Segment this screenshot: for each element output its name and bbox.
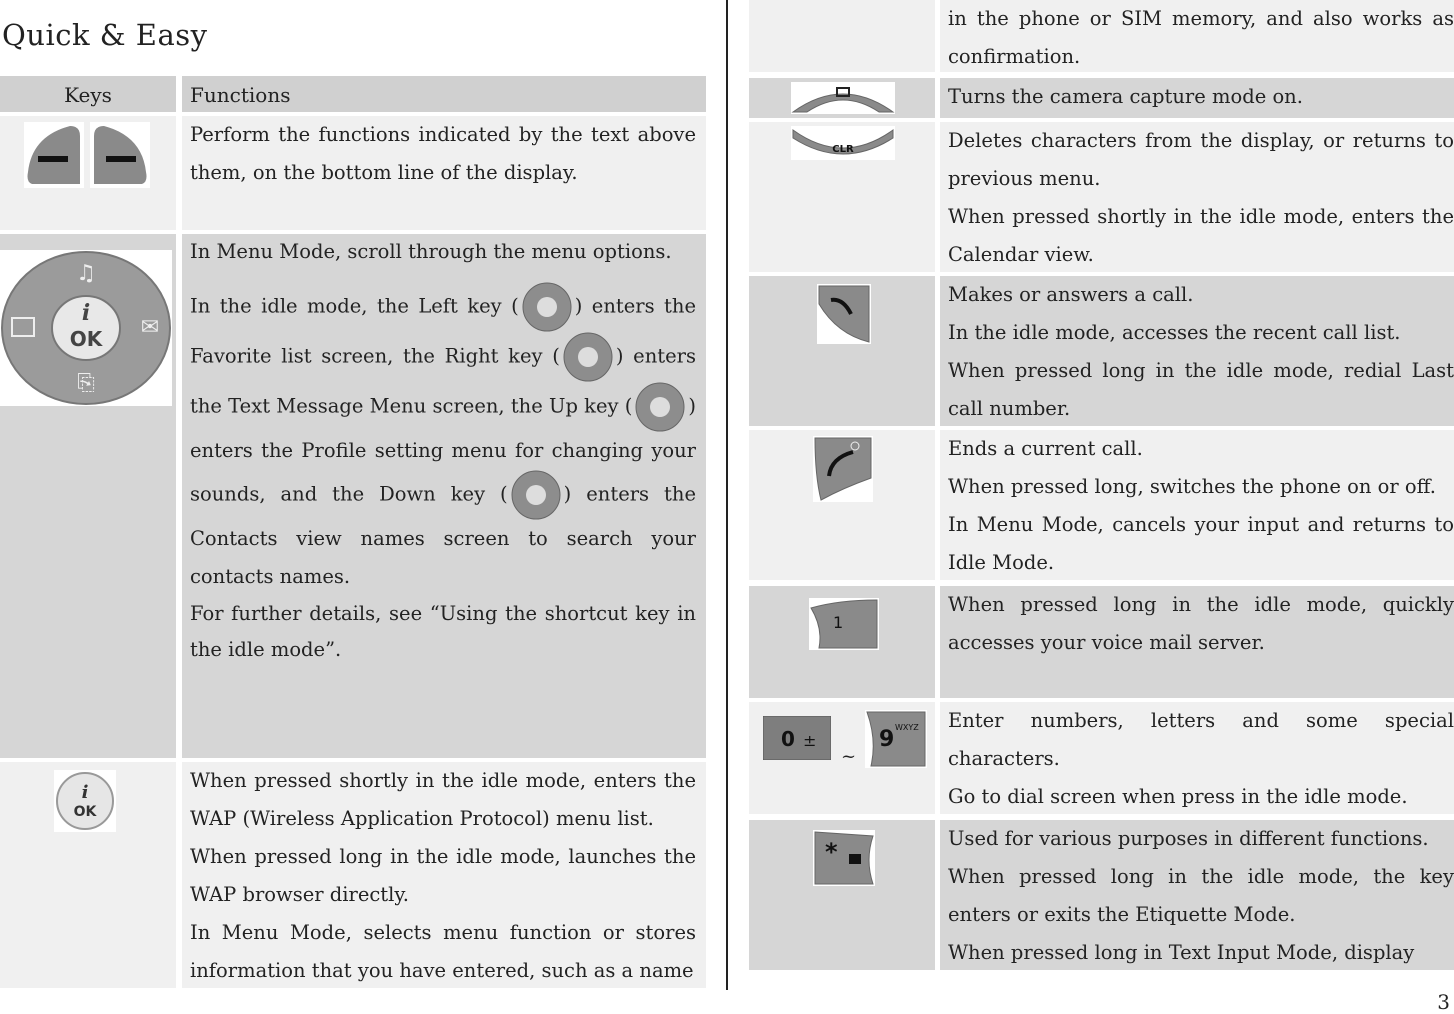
svg-text:9: 9: [879, 727, 895, 752]
star-key-icon: [813, 830, 875, 886]
clr-function: [940, 122, 1454, 272]
svg-text:1: 1: [833, 613, 844, 632]
svg-text:i: i: [81, 782, 89, 803]
cont-desc: in the phone or SIM memory, and also works as confirmation.: [948, 7, 1454, 68]
nav-key-cell: [0, 234, 176, 758]
end-desc-3: In Menu Mode, cancels your input and returns to Idle Mode.: [948, 513, 1454, 574]
ok-key-icon: [54, 770, 116, 832]
star-desc-3: When pressed long in Text Input Mode, display: [948, 941, 1415, 964]
voicemail-function: [940, 586, 1454, 698]
svg-text:CLR: CLR: [832, 144, 854, 155]
star-desc-2: When pressed long in the idle mode, the key enters or exits the Etiquette Mode.: [948, 865, 1454, 926]
number-desc-1: Enter numbers, letters and some special characters.: [948, 709, 1454, 770]
nav-text-b: ) enters the Favorite list screen, the Right key (: [190, 294, 696, 368]
voicemail-key-cell: [749, 586, 935, 698]
soft-keys-key-cell: [0, 116, 176, 230]
cont-function: [940, 0, 1454, 72]
svg-text:WXYZ: WXYZ: [895, 723, 919, 732]
svg-text:⎘: ⎘: [77, 371, 95, 396]
camera-key-cell: [749, 78, 935, 118]
number-desc-2: Go to dial screen when press in the idle mode.: [948, 785, 1408, 808]
soft-keys-function: [182, 116, 706, 230]
down-nav-icon: [508, 470, 564, 520]
ok-desc-1: When pressed shortly in the idle mode, enters the WAP (Wireless Application Protocol) menu list.: [190, 769, 696, 830]
nav-desc-1: In Menu Mode, scroll through the menu options.: [190, 240, 672, 263]
ok-desc-2: When pressed long in the idle mode, launches the WAP browser directly.: [190, 845, 696, 906]
header-functions-label: Functions: [190, 83, 291, 107]
nav-desc-2: [190, 282, 696, 596]
svg-text:OK: OK: [73, 804, 97, 820]
svg-text:✉: ✉: [140, 315, 160, 340]
ok-key-cell: [0, 762, 176, 988]
nav-ok-text: OK: [69, 327, 103, 351]
send-desc-1: Makes or answers a call.: [948, 283, 1194, 306]
end-desc-2: When pressed long, switches the phone on or off.: [948, 475, 1436, 498]
clr-desc-1: Deletes characters from the display, or returns to previous menu.: [948, 129, 1454, 190]
send-function: [940, 276, 1454, 426]
nine-key-icon: [865, 710, 927, 768]
header-keys: [0, 76, 176, 112]
ok-key-function: [182, 762, 706, 988]
up-nav-icon: [632, 382, 688, 432]
send-key-icon: [817, 284, 871, 344]
star-key-cell: [749, 820, 935, 970]
send-desc-3: When pressed long in the idle mode, redial Last call number.: [948, 359, 1454, 420]
end-key-icon: [813, 436, 873, 502]
svg-text:♫: ♫: [76, 261, 96, 286]
ok-desc-3: In Menu Mode, selects menu function or stores information that you have entered, such as a name: [190, 921, 696, 982]
star-function: [940, 820, 1454, 970]
number-range-tilde: ~: [841, 746, 857, 767]
one-key-icon: [809, 598, 879, 650]
nav-key-function: [182, 234, 706, 758]
camera-function: [940, 78, 1454, 118]
left-nav-icon: [519, 282, 575, 332]
header-functions: [182, 76, 706, 112]
nav-desc-extra: For further details, see “Using the shortcut key in the idle mode”.: [190, 602, 696, 661]
number-keys-function: [940, 702, 1454, 814]
nav-text-e: ) enters the Contacts view names screen to search your contacts names.: [190, 482, 696, 588]
end-function: [940, 430, 1454, 580]
header-keys-label: Keys: [64, 83, 112, 107]
right-nav-icon: [560, 332, 616, 382]
right-soft-key-icon: [90, 122, 150, 188]
star-desc-1: Used for various purposes in different functions.: [948, 827, 1429, 850]
end-desc-1: Ends a current call.: [948, 437, 1143, 460]
navigation-key-icon: [0, 250, 172, 406]
left-soft-key-icon: [24, 122, 84, 188]
svg-text:0: 0: [781, 727, 795, 751]
nav-text-d: ) enters the Profile setting menu for changing your sounds, and the Down key (: [190, 394, 696, 506]
soft-keys-desc: Perform the functions indicated by the text above them, on the bottom line of the display.: [190, 123, 696, 184]
svg-text:*: *: [825, 838, 838, 866]
clr-key-cell: [749, 122, 935, 272]
svg-text:i: i: [81, 300, 91, 326]
number-keys-cell: [749, 702, 935, 814]
clr-desc-2: When pressed shortly in the idle mode, enters the Calendar view.: [948, 205, 1454, 266]
camera-key-icon: [791, 82, 895, 114]
column-divider: [726, 0, 728, 990]
camera-desc: Turns the camera capture mode on.: [948, 85, 1303, 108]
nav-text-a: In the idle mode, the Left key (: [190, 294, 519, 318]
nav-text-c: ) enters the Text Message Menu screen, the Up key (: [190, 344, 696, 418]
send-key-cell: [749, 276, 935, 426]
zero-key-icon: [763, 716, 831, 760]
cont-key-cell: [749, 0, 935, 72]
page-number: 3: [1437, 990, 1450, 1014]
voicemail-desc: When pressed long in the idle mode, quickly accesses your voice mail server.: [948, 593, 1454, 654]
svg-text:±: ±: [803, 731, 817, 750]
clr-key-icon: [791, 126, 895, 160]
page-title: Quick & Easy: [2, 18, 208, 52]
end-key-cell: [749, 430, 935, 580]
send-desc-2: In the idle mode, accesses the recent call list.: [948, 321, 1401, 344]
